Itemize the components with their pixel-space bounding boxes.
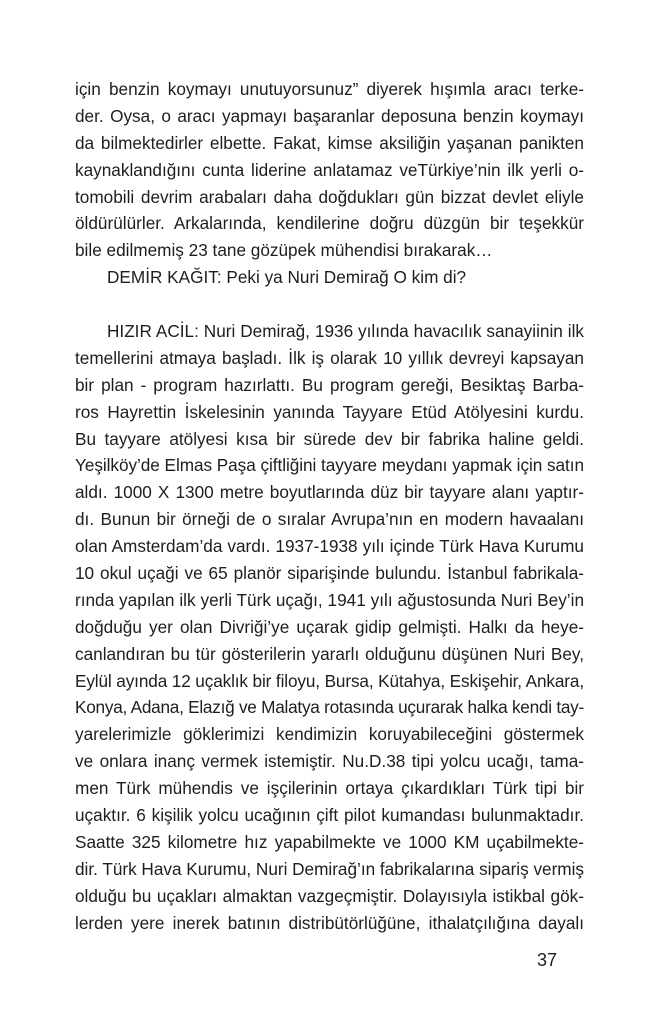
text-line: bir plan - program hazırlattı. Bu program gereği, Besiktaş Barba- bbox=[75, 374, 584, 395]
text-line: öldürülürler. Arkalarında, kendilerine doğru düzgün bir teşekkür bbox=[75, 213, 584, 234]
text-line: için benzin koymayı unutuyorsunuz” diyerek hışımla aracı terke- bbox=[75, 79, 584, 99]
text-line: olduğu bu uçakları almaktan vazgeçmiştir. Dolayısıyla istikbal gök- bbox=[75, 885, 584, 906]
text-line: olan Amsterdam’da vardı. 1937-1938 yılı içinde Türk Hava Kurumu bbox=[75, 536, 584, 557]
text-line: yarelerimizle göklerimizi kendimizin koruyabileceğini göstermek bbox=[75, 724, 584, 745]
text-line: Bu tayyare atölyesi kısa bir sürede dev bir fabrika haline geldi. bbox=[75, 428, 584, 449]
text-line: tomobili devrim arabaları daha doğdukları gün bizzat devlet eliyle bbox=[75, 186, 584, 207]
text-line: rında yapılan ilk yerli Türk uçağı, 1941 yılı ağustosunda Nuri Bey’in bbox=[75, 589, 584, 610]
text-line: 10 okul uçaği ve 65 planör siparişinde bulundu. İstanbul fabrikala- bbox=[75, 563, 584, 584]
paragraph-answer bbox=[75, 318, 584, 936]
paragraph-intro bbox=[75, 76, 584, 264]
page-number: 37 bbox=[537, 950, 558, 970]
text-line: canlandıran bu tür gösterilerin yararlı olduğunu düşünen Nuri Bey, bbox=[75, 643, 584, 664]
text-line: ve onlara inanç vermek istemiştir. Nu.D.38 tipi yolcu ucağı, tama- bbox=[75, 751, 584, 772]
text-line: dı. Bunun bir örneği de o sıralar Avrupa’nın en modern havaalanı bbox=[75, 509, 584, 530]
text-line: dir. Türk Hava Kurumu, Nuri Demirağ’ın fabrikalarına sipariş vermiş bbox=[75, 858, 584, 879]
text-line: der. Oysa, o aracı yapmayı başaranlar deposuna benzin koymayı bbox=[75, 105, 584, 126]
text-line: temellerini atmaya başladı. İlk iş olarak 10 yıllık devreyi kapsayan bbox=[75, 347, 584, 368]
text-line: Saatte 325 kilometre hız yapabilmekte ve 1000 KM uçabilmekte- bbox=[75, 831, 584, 852]
text-line: DEMİR KAĞIT: Peki ya Nuri Demirağ O kim di? bbox=[107, 267, 467, 288]
text-line: kaynaklandığını cunta liderine anlatamaz veTürkiye’nin ilk yerli o- bbox=[75, 159, 584, 180]
text-line: HIZIR ACİL: Nuri Demirağ, 1936 yılında havacılık sanayiinin ilk bbox=[107, 321, 584, 342]
text-line: ros Hayrettin İskelesinin yanında Tayyare Etüd Atölyesini kurdu. bbox=[75, 401, 584, 422]
text-line: Eylül ayında 12 uçaklık bir filoyu, Bursa, Kütahya, Eskişehir, Ankara, bbox=[75, 670, 584, 691]
text-line: lerden yere inerek batının distribütörlüğüne, ithalatçılığına dayalı bbox=[75, 912, 584, 933]
paragraph-question bbox=[75, 264, 584, 291]
text-line: bile edilmemiş 23 tane gözüpek mühendisi bırakarak… bbox=[75, 240, 493, 261]
text-line: men Türk mühendis ve işçilerinin ortaya çıkardıkları Türk tipi bir bbox=[75, 778, 584, 799]
text-line: Konya, Adana, Elazığ ve Malatya rotasında uçurarak halka kendi tay- bbox=[75, 697, 584, 718]
text-line: aldı. 1000 X 1300 metre boyutlarında düz bir tayyare alanı yaptır- bbox=[75, 482, 584, 503]
text-line: da bilmektedirler elbette. Fakat, kimse aksiliğin yaşanan panikten bbox=[75, 132, 584, 153]
book-page-text bbox=[75, 76, 584, 937]
text-line: uçaktır. 6 kişilik yolcu ucağının çift pilot kumandası bulunmaktadır. bbox=[75, 805, 584, 826]
text-line: Yeşilköy’de Elmas Paşa çiftliğini tayyare meydanı yapmak için satın bbox=[75, 455, 585, 476]
paragraph-gap bbox=[75, 291, 584, 318]
text-line: doğduğu yer olan Divriği’ye uçarak gidip gelmişti. Halkı da heye- bbox=[75, 616, 584, 637]
